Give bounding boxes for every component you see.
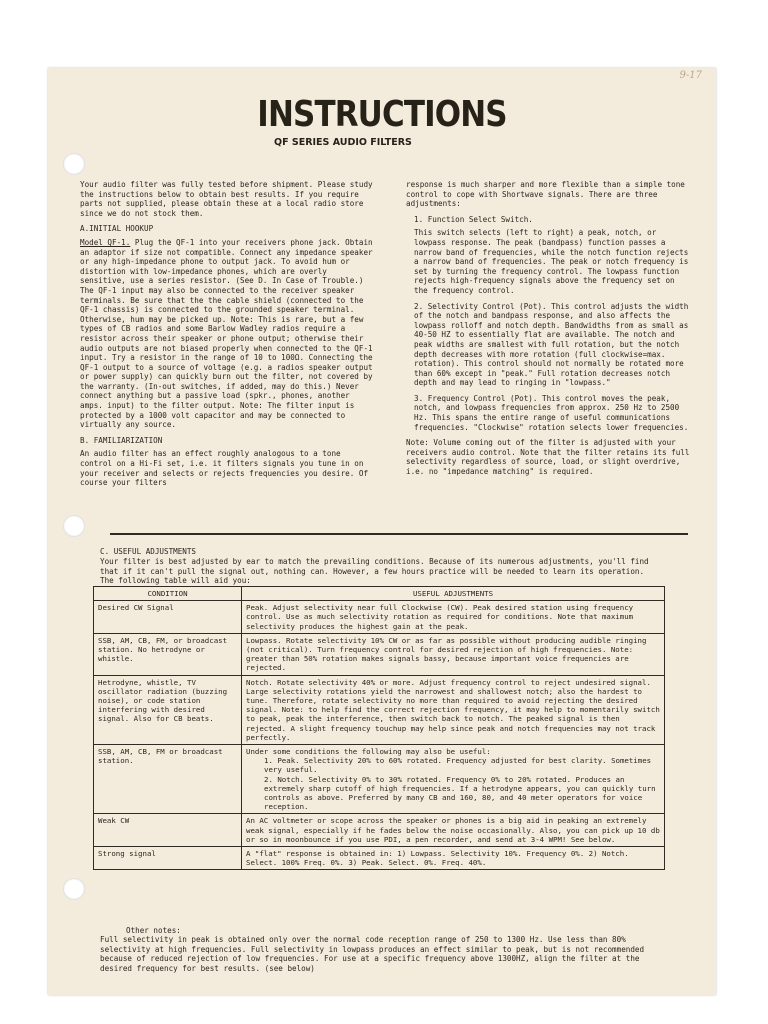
familiarization-paragraph: An audio filter has an effect roughly analogous to a tone control on a Hi-Fi set, i.e. it filters signals you tune in on your receiver and selects or rejects frequencies you desire. Of course your filters — [80, 449, 369, 488]
table-row — [94, 745, 665, 814]
useful-adjustments-heading: C. USEFUL ADJUSTMENTS — [100, 547, 197, 556]
table-row — [94, 675, 665, 744]
condition-cell: SSB, AM, CB, FM or broadcast station. — [94, 745, 242, 814]
function-select-text: This switch selects (left to right) a peak, notch, or lowpass response. The peak (bandpass) function passes a narrow band of frequencies, while the notch function rejects a narrow band of frequencies. The peak or notch frequency is set by turning the frequency control. The lowpass function rejects high-frequency signals above the frequency set on the frequency control. — [414, 228, 689, 295]
table-row — [94, 601, 665, 634]
adjustment-cell: An AC voltmeter or scope across the speaker or phones is a big aid in peaking an extremely weak signal, especially if he fades below the noise occasionally. Also, you can pick up 10 db or so in moonbounce if you use PDI, a pen recorder, and send at 3-4 WPM! See below. — [242, 814, 665, 847]
adjustment-cell — [242, 745, 665, 814]
table-row — [94, 814, 665, 847]
condition-cell: Hetrodyne, whistle, TV oscillator radiation (buzzing noise), or code station interfering with desired signal. Also for CB beats. — [94, 675, 242, 744]
table-header-row — [94, 587, 665, 601]
left-column — [80, 180, 376, 494]
frequency-control-text: 3. Frequency Control (Pot). This control moves the peak, notch, and lowpass frequencies from approx. 250 Hz to 2500 Hz. This spans the entire range of useful communications frequencies. "Clockwise" rotation selects lower frequencies. — [414, 393, 689, 432]
hookup-text: Plug the QF-1 into your receivers phone jack. Obtain an adaptor if size not compatible. Connect any impedance speaker or any high-impedance phone to output jack. To avoid hum or distortion with low-impedance phones, which are overly sensitive, use a series resistor. (See D. In Case of Trouble.) The QF-1 input may also be connected to the receiver speaker terminals. Be sure that the the cable shield (connected to the QF-1 chassis) is connected to the grounded speaker terminal. Otherwise, hum may be picked up. Note: This is rare, but a few types of CB radios and some Barlow Wadley radios require a resistor across their speaker or phone output; otherwise their audio outputs are not biased properly when connected to the QF-1 input. Try a resistor in the range of 10 to 100Ω. Connecting the QF-1 output to a source of voltage (e.g. a radios speaker output or power supply) can quickly burn out the filter, not covered by the warranty. (In-out switches, if added, may do this.) Never connect anything but a passive load (spkr., phones, another amps. input) to the filter output. Note: The filter input is protected by a 1000 volt capacitor and may be connected to virtually any source. — [80, 237, 373, 430]
section-divider — [110, 533, 688, 535]
adjustment-cell: Lowpass. Rotate selectivity 10% CW or as far as possible without producing audible ringing (not critical). Turn frequency control for desired rejection of high frequencies. Note: greater than 50% rotation makes signals bassy, because important voice frequencies are rejected. — [242, 633, 665, 675]
adjustment-option-1: 1. Peak. Selectivity 20% to 60% rotated. Frequency adjusted for best clarity. Sometimes very useful. — [264, 756, 652, 775]
condition-column-header: CONDITION — [94, 587, 242, 601]
right-column — [406, 180, 690, 483]
model-label: Model QF-1. — [80, 237, 131, 247]
other-notes-heading: Other notes: — [126, 926, 181, 935]
punch-hole — [63, 515, 85, 537]
intro-paragraph: Your audio filter was fully tested before shipment. Please study the instructions below to obtain best results. If you require parts not supplied, please obtain these at a local radio store since we do not stock them. — [80, 180, 373, 218]
continuation-paragraph: response is much sharper and more flexible than a simple tone control to cope with Shortwave signals. There are three adjustments: — [406, 180, 685, 209]
condition-cell: Weak CW — [94, 814, 242, 847]
instruction-sheet — [48, 68, 716, 995]
adjustments-table — [93, 586, 665, 870]
page-subtitle: QF SERIES AUDIO FILTERS — [274, 137, 412, 148]
adjustment-cell: Notch. Rotate selectivity 40% or more. Adjust frequency control to reject undesired signal. Large selectivity rotations yield the narrowest and shallowest notch; also the hardest to tune. Therefore, rotate selectivity no more than required to avoid rejecting the desired signal. Note: to help find the correct rejection frequency, it may help to momentarily switch to peak, peak the interference, then switch back to notch. The peaked signal is then rejected. A slight frequency touchup may help since peak and notch frequencies may not track perfectly. — [242, 675, 665, 744]
familiarization-heading: B. FAMILIARIZATION — [80, 435, 163, 445]
condition-cell: Desired CW Signal — [94, 601, 242, 634]
other-notes-paragraph: Full selectivity in peak is obtained only over the normal code reception range of 250 to 1300 Hz. Use less than 80% selectivity at high frequencies. Full selectivity in lowpass produces an effect similar to peak, but is not recommended because of reduced rejection of low frequencies. For use at a specific frequency above 1300HZ, align the filter at the desired frequency for best results. (see below) — [100, 935, 645, 973]
condition-cell: SSB, AM, CB, FM, or broadcast station. No hetrodyne or whistle. — [94, 633, 242, 675]
function-select-heading: 1. Function Select Switch. — [414, 214, 533, 224]
adjustment-cell: Peak. Adjust selectivity near full Clockwise (CW). Peak desired station using frequency control. Use as much selectivity rotation as required for conditions. Note that maximum selectivity produces the highest gain at the peak. — [242, 601, 665, 634]
page-title: INSTRUCTIONS — [257, 94, 507, 135]
punch-hole — [63, 153, 85, 175]
hookup-paragraph — [80, 238, 376, 430]
useful-adjustments-intro: Your filter is best adjusted by ear to match the prevailing conditions. Because of its numerous adjustments, you'll find that if it can't pull the signal out, nothing can. However, a few hours practice will be needed to learn its operation. The following table will aid you: — [100, 557, 649, 586]
volume-note: Note: Volume coming out of the filter is adjusted with your receivers audio control. Note that the filter retains its full selectivity regardless of source, load, or slight overdrive, i.e. no "impedance matching" is required. — [406, 438, 690, 477]
pencil-mark: 9-17 — [679, 70, 702, 81]
table-row — [94, 847, 665, 870]
table-row — [94, 633, 665, 675]
adjustment-cell: A "flat" response is obtained in: 1) Lowpass. Selectivity 10%. Frequency 0%. 2) Notch. Select. 100% Freq. 0%. 3) Peak. Select. 0%. Freq. 40%. — [242, 847, 665, 870]
adjustment-option-2: 2. Notch. Selectivity 0% to 30% rotated. Frequency 0% to 20% rotated. Produces an extremely sharp cutoff of high frequencies. If a hetrodyne appears, you can quickly turn controls as above. Preferred by many CB and 160, 80, and 40 meter operators for voice reception. — [264, 774, 656, 812]
adjustment-intro: Under some conditions the following may also be useful: — [246, 747, 491, 757]
hookup-heading: A.INITIAL HOOKUP — [80, 224, 154, 234]
selectivity-control-text: 2. Selectivity Control (Pot). This control adjusts the width of the notch and bandpass response, and also affects the lowpass rolloff and notch depth. Bandwidths from as small as 40-50 HZ to essentially flat are available. The notch and peak widths are smallest with full rotation, but the notch depth decreases with more rotation (full clockwise=max. rotation). This control should not normally be rotated more than 60% except in "peak." Full rotation decreases notch depth and may lead to ringing in "lowpass." — [414, 301, 689, 388]
adjustments-column-header: USEFUL ADJUSTMENTS — [242, 587, 665, 601]
punch-hole — [63, 878, 85, 900]
condition-cell: Strong signal — [94, 847, 242, 870]
